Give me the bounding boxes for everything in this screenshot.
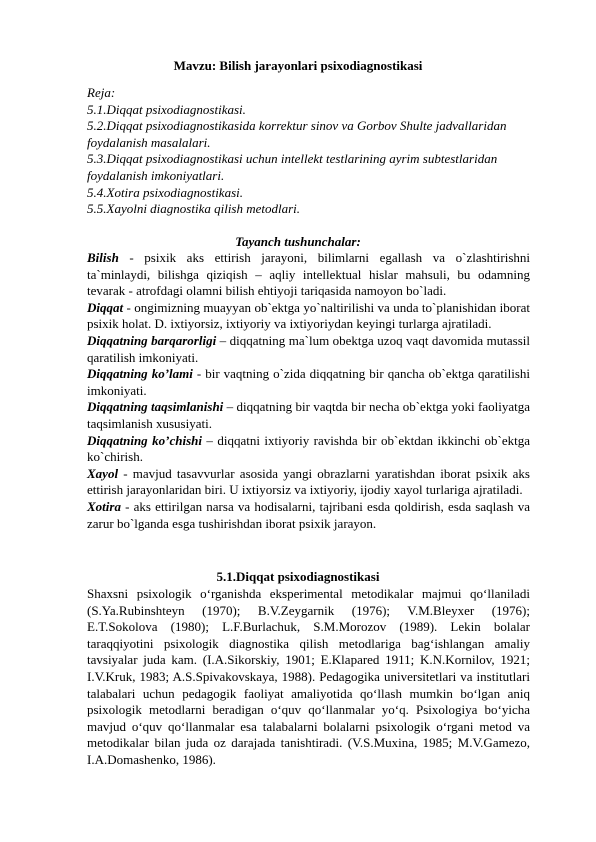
concept-term: Diqqatning taqsimlanishi (87, 399, 224, 415)
plan-item: 5.5.Xayolni diagnostika qilish metodlari. (87, 201, 301, 217)
plan-item: 5.2.Diqqat psixodiagnostikasida korrektur sinov va Gorbov Shulte jadvallaridan (87, 118, 507, 134)
plan-item: 5.3.Diqqat psixodiagnostikasi uchun intellekt testlarining ayrim subtestlaridan (87, 151, 498, 167)
plan-item: foydalanish masalalari. (87, 134, 211, 150)
concept-definition: – diqqatni ixtiyoriy ravishda bir ob`ektdan ikkinchi ob`ektga ko`chirish. (87, 432, 530, 465)
concepts-heading: Tayanch tushunchalar: (235, 234, 361, 249)
concept-definition: - psixik aks ettirish jarayoni, bilimlarni egallash va o`zlashtirishni ta`minlaydi, bilishga qiziqish – aqliy intellektual hislar mahsuli, bu odamning tevarak - atrofdagi olamni bilish ehtiyoji tariqasida namoyon bo`ladi. (87, 250, 530, 299)
concept-entry (87, 300, 530, 333)
concept-term: Diqqatning barqarorligi (87, 332, 217, 348)
concept-term: Diqqatning ko’chishi (87, 432, 202, 448)
concept-definition: - bir vaqtning o`zida diqqatning bir qancha ob`ektga qaratilishi imkoniyati. (87, 366, 530, 398)
concept-entry (87, 366, 530, 399)
concept-definition: - ongimizning muayyan ob`ektga yo`naltirilishi va unda to`planishidan iborat psixik holat. D. ixtiyorsiz, ixtiyoriy va ixtiyoriydan keyingi turlarga ajratiladi. (87, 299, 530, 332)
concept-entry (87, 333, 530, 366)
concept-term: Diqqat (87, 299, 124, 315)
concept-definition: – diqqatning ma`lum obektga uzoq vaqt davomida mutassil qaratilish imkoniyati. (87, 332, 530, 365)
concepts-list (87, 250, 530, 532)
document-title: Mavzu: Bilish jarayonlari psixodiagnostikasi (173, 58, 423, 73)
concept-definition: – diqqatning bir vaqtda bir necha ob`ektga yoki faoliyatga taqsimlanish xususiyati. (87, 399, 530, 431)
concept-entry (87, 250, 530, 300)
concept-entry (87, 499, 530, 532)
concept-definition: - aks ettirilgan narsa va hodisalarni, tajribani esda qoldirish, esda saqlash va zarur bo`lganda esga tushirishdan iborat psixik jarayon. (87, 498, 530, 531)
concept-term: Xayol (87, 465, 119, 481)
plan-section (87, 85, 527, 218)
concept-entry (87, 433, 530, 466)
concept-entry (87, 466, 530, 499)
concept-definition: - mavjud tasavvurlar asosida yangi obrazlarni yaratishdan iborat psixik aks ettirish jarayonlaridan biri. U ixtiyorsiz va ixtiyoriy, ijodiy xayol turlariga ajratiladi. (87, 465, 530, 498)
plan-heading: Reja: (87, 85, 116, 100)
concept-term: Xotira (87, 498, 121, 514)
concept-term: Bilish (87, 250, 119, 265)
section-body (87, 586, 530, 769)
section-heading: 5.1.Diqqat psixodiagnostikasi (216, 569, 380, 584)
concept-term: Diqqatning ko’lami (87, 366, 193, 382)
plan-item: 5.1.Diqqat psixodiagnostikasi. (87, 101, 246, 117)
section-paragraph: Shaxsni psixologik o‘rganishda eksperimental metodikalar majmui qo‘llaniladi (S.Ya.Rubinshteyn (1970); B.V.Zeygarnik (1976); V.M.Bleyxer (1976); E.T.Sokolova (1980); L.F.Burlachuk, S.M.Morozov (1989). Lekin bolalar taraqqiyotini psixologik diagnostika qilish metodlariga bag‘ishlangan amaliy tavsiyalar juda kam. (I.A.Sikorskiy, 1901; E.Klapared 1911; K.N.Kornilov, 1921; I.V.Kruk, 1983; A.S.Spivakovskaya, 1988). Pedagogika universitetlari va institutlari talabalari uchun pedagogik faoliyat amaliyotida qo‘llash mumkin bo‘lgan aniq psixologik metodlarni beradigan o‘quv qo‘llanmalar yo‘q. Psixologiya bo‘yicha mavjud o‘quv qo‘llanmalar esa talabalarni bolalarni psixologik o‘rgani metod va metodikalar bilan juda oz darajada tanishtiradi. (V.S.Muxina, 1985; M.V.Gamezo, I.A.Domashenko, 1986). (87, 586, 530, 767)
plan-item: foydalanish imkoniyatlari. (87, 167, 225, 183)
plan-item: 5.4.Xotira psixodiagnostikasi. (87, 184, 243, 200)
concept-entry (87, 399, 530, 432)
